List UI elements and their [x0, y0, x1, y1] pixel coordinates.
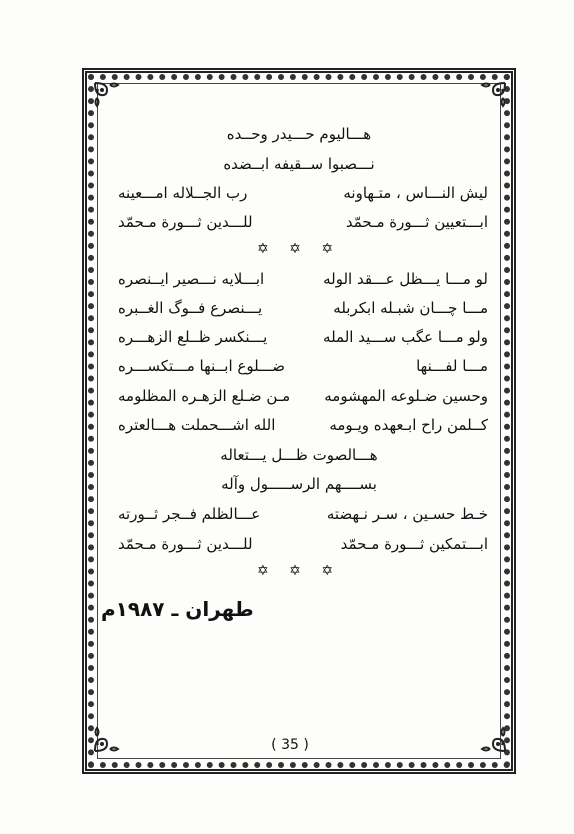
corner-flourish-icon	[478, 80, 508, 110]
verse-line	[118, 416, 488, 438]
verse-line	[118, 535, 488, 557]
verse-second-half: يـــنصرع فــوگ الغــبره	[118, 299, 263, 317]
verse-first-half: ابـــتمكين ثـــورة مـحمّد	[340, 535, 488, 553]
verse-second-half: ابـــلايه نـــصير ايــنصره	[118, 270, 265, 288]
page-number: ( 35 )	[271, 737, 309, 753]
verse-second-half: الله اشـــحملت هـــالعتره	[118, 416, 276, 434]
verse-line	[118, 328, 488, 350]
verse-line	[118, 357, 488, 379]
verse-first-half: ولو مـــا عگب ســـيد المله	[323, 328, 488, 346]
verse-second-half: مـن ضـلع الزهـره المظلومه	[118, 387, 291, 405]
verse-line	[118, 387, 488, 409]
verse-line	[118, 299, 488, 321]
corner-flourish-icon	[478, 724, 508, 754]
corner-flourish-icon	[92, 724, 122, 754]
verse-first-half: ابـــتعيين ثـــورة مـحمّد	[345, 213, 488, 231]
verse-second-half: يـــنكسر ظــلع الزهـــره	[118, 328, 268, 346]
poem-heading-2: نـــصبوا ســقيفه ابــضده	[223, 155, 375, 173]
verse-first-half: لو مـــا يـــظل عـــقد الوله	[323, 270, 488, 288]
place-date-signature: طهران ـ ۱۹۸۷م	[101, 597, 254, 621]
verse-line	[118, 505, 488, 527]
corner-flourish-icon	[92, 80, 122, 110]
verse-line	[118, 270, 488, 292]
verse-second-half: للـــدين ثـــورة مـحمّد	[118, 535, 253, 553]
verse-first-half: مـــا لفـــنها	[416, 357, 488, 375]
verse-first-half: خـط حسـين ، سـر نـهضته	[326, 505, 488, 523]
poem-heading-1: هـــاليوم حـــيدر وحــده	[226, 125, 372, 143]
verse-first-half: ليش النـــاس ، متـهاونه	[343, 184, 488, 202]
verse-first-half: كــلمن راح ابـعهده ويـومه	[329, 416, 488, 434]
star-divider: ✡ ✡ ✡	[256, 563, 342, 579]
verse-first-half: وحسين ضـلوعه المهشومه	[324, 387, 488, 405]
verse-first-half: مـــا چـــان شبـله ابكربله	[333, 299, 488, 317]
poem-heading-3: هـــالصوت ظـــل يـــتعاله	[220, 446, 378, 464]
verse-second-half: رب الجــلاله امـــعينه	[118, 184, 248, 202]
verse-second-half: ضـــلوع ابــنها مـــتكســـره	[118, 357, 285, 375]
verse-second-half: عـــالظلم فــجر ثــورته	[118, 505, 261, 523]
verse-second-half: للـــدين ثـــورة مـحمّد	[118, 213, 253, 231]
star-divider: ✡ ✡ ✡	[256, 241, 342, 257]
poem-heading-4: بســــهم الرســـــول وآله	[221, 475, 377, 493]
verse-line	[118, 184, 488, 206]
verse-line	[118, 213, 488, 235]
